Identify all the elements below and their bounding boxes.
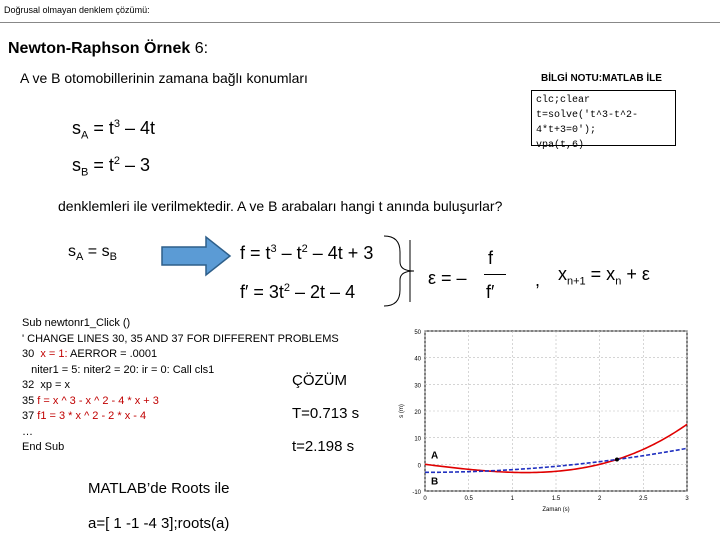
y-tick-label: 20 [414, 410, 421, 416]
fraction-bar [484, 274, 506, 275]
equation-sA: $s_A = t^3 - 4t$ [72, 118, 156, 142]
code-line: End Sub [22, 441, 65, 453]
y-tick-label: 50 [414, 330, 421, 336]
newton-update: $x_{n+1} = x_n + \varepsilon$ [558, 264, 650, 288]
x-tick-label: 1 [510, 496, 515, 502]
intersection-point [615, 457, 619, 461]
code-line: … [22, 425, 33, 438]
fraction-denominator: f′ [486, 282, 495, 302]
solution-label: ÇÖZÜM [292, 372, 347, 389]
position-chart [395, 323, 695, 518]
solution-t2: t=2.198 s [292, 438, 355, 455]
code-line: ' CHANGE LINES 30, 35 AND 37 FOR DIFFERENT PROBLEMS [22, 332, 339, 345]
label-A: A [431, 450, 439, 462]
code-line: 35 f = x ^ 3 - x ^ 2 - 4 * x + 3 [22, 394, 159, 407]
equation-f-prime: $f' = 3t^2 - 2t - 4$ [240, 282, 356, 302]
y-axis-label: s (m) [399, 404, 405, 418]
y-tick-label: 40 [414, 356, 421, 363]
x-tick-label: 0.5 [464, 496, 473, 502]
title-number: 6: [194, 40, 209, 57]
intro-text: A ve B otomobillerinin zamana bağlı konumları [20, 70, 308, 86]
label-B: B [431, 476, 439, 488]
arrow-right-icon [160, 235, 232, 277]
equation-f: $f = t^3 - t^2 - 4t + 3$ [240, 243, 374, 263]
matlab-roots-code: a=[ 1 -1 -4 3];roots(a) [88, 515, 230, 532]
code-line: 37 f1 = 3 * x ^ 2 - 2 * x - 4 [22, 410, 147, 422]
info-box [531, 90, 676, 151]
y-tick-label: 30 [414, 383, 421, 390]
x-tick-label: 1.5 [551, 496, 561, 502]
comma: , [535, 270, 541, 290]
code-line: 32 xp = x [22, 379, 71, 391]
y-tick-label: 0 [417, 463, 421, 470]
fraction-numerator: f [488, 248, 494, 268]
x-tick-label: 2.5 [639, 496, 648, 502]
code-line: Sub newtonr1_Click () [22, 317, 131, 329]
slide-header [0, 0, 720, 22]
info-line: vpa(t,6) [536, 140, 585, 151]
code-line: niter1 = 5: niter2 = 20: ir = 0: Call cls1 [22, 363, 215, 376]
matlab-roots-label: MATLAB’de Roots ile [88, 480, 230, 497]
code-line: 30 x = 1: AERROR = .0001 [22, 348, 158, 360]
equation-equal: $s_A = s_B$ [68, 243, 117, 264]
header-divider [0, 22, 720, 23]
question-sentence: denklemleri ile verilmektedir. A ve B arabaları hangi t anında buluşurlar? [58, 198, 503, 214]
slide-title [8, 40, 208, 58]
x-axis-label: Zaman (s) [542, 507, 570, 513]
title-prefix: Newton-Raphson Örnek [8, 40, 195, 57]
x-tick-label: 0 [423, 496, 427, 502]
y-tick-label: 10 [414, 436, 421, 443]
x-tick-label: 2 [597, 496, 602, 502]
header-text: Doğrusal olmayan denklem çözümü: [4, 5, 150, 15]
brace [380, 232, 420, 310]
solution-t1: T=0.713 s [292, 405, 360, 422]
y-tick-label: -10 [412, 490, 421, 496]
equation-sB: $s_B = t^2 - 3$ [72, 155, 151, 179]
info-line: clc;clear [536, 95, 591, 106]
epsilon-eq: ε = – [428, 268, 467, 288]
info-title: BİLGİ NOTU:MATLAB İLE [541, 73, 662, 84]
x-tick-label: 3 [685, 496, 689, 502]
info-line: t=solve('t^3-t^2-4*t+3=0'); [536, 110, 639, 136]
